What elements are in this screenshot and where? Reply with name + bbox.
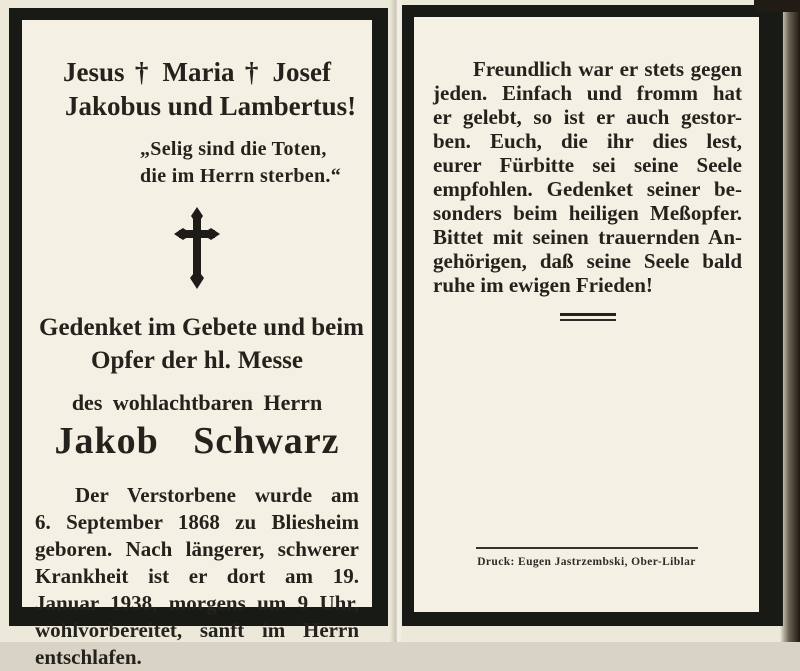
- eulogy-line: Freundlich war er stets gegen: [473, 57, 742, 81]
- obituary-line: Der Verstorbene wurde am: [75, 483, 359, 507]
- scripture-quote: [140, 136, 341, 190]
- scan-edge-corner: [754, 0, 800, 12]
- obituary-line: Januar 1938, morgens um 9 Uhr,: [35, 591, 359, 615]
- cross-icon: [35, 207, 359, 289]
- printer-imprint-block: [472, 547, 702, 568]
- eulogy-line: jeden. Einfach und fromm hat: [433, 81, 742, 105]
- deceased-name: Jakob Schwarz: [54, 420, 340, 462]
- obituary-line: wohlvorbereitet, sanft im Herrn: [35, 618, 359, 642]
- printer-rule: [476, 547, 698, 549]
- remembrance-line-1: Gedenket im Gebete und beim: [39, 314, 364, 341]
- remembrance-line-2: Opfer der hl. Messe: [91, 347, 303, 374]
- section-divider: [560, 313, 616, 321]
- invocation-line-2: Jakobus und Lambertus!: [65, 91, 357, 121]
- eulogy-line: gehörigen, daß seine Seele bald: [433, 249, 742, 273]
- eulogy-line: er gelebt, so ist er auch gestor-: [433, 105, 742, 129]
- left-card-panel: [9, 8, 388, 669]
- honorific-line: des wohlachtbaren Herrn: [71, 390, 323, 415]
- obituary-line: geboren. Nach längerer, schwerer: [35, 537, 359, 561]
- invocation-line-1: Jesus † Maria † Josef: [63, 57, 331, 87]
- printer-imprint: Druck: Eugen Jastrzembski, Ober-Liblar: [477, 556, 696, 568]
- scripture-quote-line-2: die im Herrn sterben.“: [139, 165, 341, 187]
- eulogy-line: ben. Euch, die ihr dies lest,: [433, 129, 742, 153]
- eulogy-line: Bittet mit seinen trauernden An-: [433, 225, 742, 249]
- divider-rule-bottom: [560, 319, 616, 321]
- scan-edge-shadow: [780, 0, 800, 642]
- obituary-line: 6. September 1868 zu Bliesheim: [35, 510, 359, 534]
- obituary-text: [35, 482, 359, 671]
- eulogy-line: ruhe im ewigen Frieden!: [433, 273, 653, 297]
- scripture-quote-line-1: „Selig sind die Toten,: [139, 138, 327, 160]
- eulogy-text: [433, 57, 742, 297]
- eulogy-line: sonders beim heiligen Meßopfer.: [433, 201, 742, 225]
- eulogy-line: empfohlen. Gedenket seiner be-: [433, 177, 742, 201]
- right-card-panel: [402, 5, 783, 626]
- divider-rule-top: [560, 313, 616, 316]
- eulogy-line: eurer Fürbitte sei seine Seele: [433, 153, 742, 177]
- obituary-line: Krankheit ist er dort am 19.: [35, 564, 359, 588]
- obituary-line: entschlafen.: [35, 645, 142, 669]
